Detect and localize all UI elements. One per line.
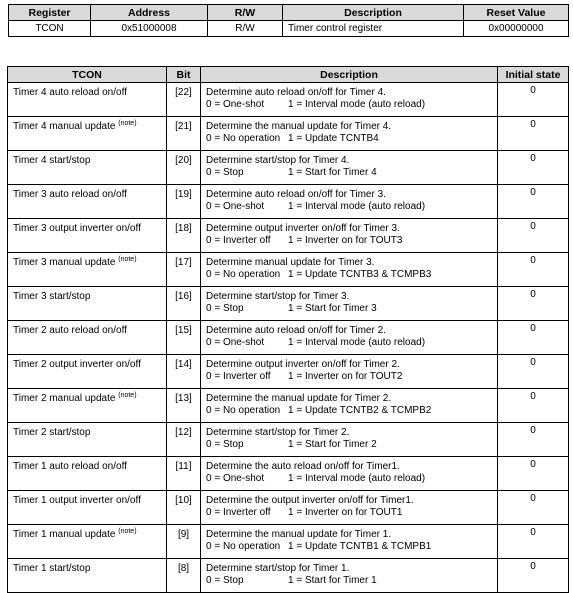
- description-text: Determine start/stop for Timer 2.: [206, 427, 350, 438]
- initial-state: 0: [498, 457, 569, 491]
- table-row: [8, 117, 569, 151]
- field-name-text: Timer 1 auto reload on/off: [13, 461, 127, 472]
- register-header-row: [9, 5, 569, 21]
- option-one: 1 = Interval mode (auto reload): [288, 337, 426, 348]
- description-text: Determine manual update for Timer 3.: [206, 257, 375, 268]
- table-row: [8, 83, 569, 117]
- option-line: [206, 507, 492, 519]
- header-bit: Bit: [167, 67, 201, 83]
- option-one: 1 = Update TCNTB1 & TCMPB1: [288, 541, 432, 552]
- option-one: 1 = Interval mode (auto reload): [288, 473, 426, 484]
- bit-description: [201, 559, 498, 593]
- option-zero: 0 = One-shot: [206, 201, 265, 212]
- option-line: [206, 473, 492, 485]
- header-register: Register: [9, 5, 91, 21]
- field-name-text: Timer 3 manual update: [13, 257, 116, 268]
- bit-range: [15]: [167, 321, 201, 355]
- option-zero: 0 = Stop: [206, 439, 244, 450]
- field-name-text: Timer 1 start/stop: [13, 563, 91, 574]
- initial-state: 0: [498, 355, 569, 389]
- field-name: [8, 117, 167, 151]
- field-name-text: Timer 2 output inverter on/off: [13, 359, 141, 370]
- option-zero: 0 = Stop: [206, 575, 244, 586]
- option-zero: 0 = Stop: [206, 303, 244, 314]
- field-name: [8, 457, 167, 491]
- bit-description: [201, 185, 498, 219]
- bit-description: [201, 457, 498, 491]
- option-zero: 0 = No operation: [206, 541, 281, 552]
- tcon-bit-table: [7, 66, 569, 593]
- header-rw: R/W: [208, 5, 283, 21]
- option-zero: 0 = Inverter off: [206, 235, 271, 246]
- option-one: 1 = Inverter on for TOUT3: [288, 235, 403, 246]
- option-line: [206, 99, 492, 111]
- bit-range: [18]: [167, 219, 201, 253]
- initial-state: 0: [498, 525, 569, 559]
- option-line: [206, 439, 492, 451]
- bit-description: [201, 355, 498, 389]
- option-one: 1 = Start for Timer 4: [288, 167, 377, 178]
- bit-range: [12]: [167, 423, 201, 457]
- field-name: [8, 185, 167, 219]
- bit-description: [201, 321, 498, 355]
- option-zero: 0 = Stop: [206, 167, 244, 178]
- initial-state: 0: [498, 219, 569, 253]
- table-row: [8, 525, 569, 559]
- register-name: TCON: [9, 21, 91, 37]
- bit-description: [201, 253, 498, 287]
- description-text: Determine the auto reload on/off for Timer1.: [206, 461, 400, 472]
- register-summary-table: [8, 4, 569, 37]
- option-line: [206, 235, 492, 247]
- register-address: 0x51000008: [91, 21, 208, 37]
- field-name: [8, 253, 167, 287]
- bit-range: [14]: [167, 355, 201, 389]
- field-name: [8, 151, 167, 185]
- option-zero: 0 = Inverter off: [206, 371, 271, 382]
- field-name-text: Timer 4 manual update: [13, 121, 116, 132]
- bit-range: [22]: [167, 83, 201, 117]
- field-name-text: Timer 3 output inverter on/off: [13, 223, 141, 234]
- field-name-text: Timer 2 start/stop: [13, 427, 91, 438]
- option-zero: 0 = Inverter off: [206, 507, 271, 518]
- option-line: [206, 303, 492, 315]
- description-text: Determine the manual update for Timer 4.: [206, 121, 392, 132]
- description-text: Determine auto reload on/off for Timer 3.: [206, 189, 386, 200]
- field-name-text: Timer 4 start/stop: [13, 155, 91, 166]
- option-line: [206, 575, 492, 587]
- note-marker: (note): [118, 528, 137, 535]
- field-name-text: Timer 1 output inverter on/off: [13, 495, 141, 506]
- register-description: Timer control register: [283, 21, 464, 37]
- header-bit-description: Description: [201, 67, 498, 83]
- bit-description: [201, 491, 498, 525]
- bit-range: [9]: [167, 525, 201, 559]
- bit-range: [16]: [167, 287, 201, 321]
- header-description: Description: [283, 5, 464, 21]
- field-name-text: Timer 1 manual update: [13, 529, 116, 540]
- header-address: Address: [91, 5, 208, 21]
- option-line: [206, 167, 492, 179]
- option-line: [206, 371, 492, 383]
- field-name: [8, 491, 167, 525]
- option-line: [206, 133, 492, 145]
- option-one: 1 = Inverter on for TOUT1: [288, 507, 403, 518]
- initial-state: 0: [498, 287, 569, 321]
- description-text: Determine start/stop for Timer 3.: [206, 291, 350, 302]
- option-line: [206, 405, 492, 417]
- initial-state: 0: [498, 321, 569, 355]
- header-initial-state: Initial state: [498, 67, 569, 83]
- description-text: Determine auto reload on/off for Timer 2.: [206, 325, 386, 336]
- initial-state: 0: [498, 117, 569, 151]
- initial-state: 0: [498, 423, 569, 457]
- initial-state: 0: [498, 559, 569, 593]
- option-zero: 0 = No operation: [206, 269, 281, 280]
- initial-state: 0: [498, 389, 569, 423]
- field-name: [8, 321, 167, 355]
- bit-range: [21]: [167, 117, 201, 151]
- table-row: [8, 389, 569, 423]
- table-row: [8, 321, 569, 355]
- initial-state: 0: [498, 253, 569, 287]
- description-text: Determine the manual update for Timer 2.: [206, 393, 392, 404]
- field-name-text: Timer 3 start/stop: [13, 291, 91, 302]
- field-name: [8, 83, 167, 117]
- table-row: [8, 423, 569, 457]
- bit-description: [201, 151, 498, 185]
- field-name-text: Timer 2 auto reload on/off: [13, 325, 127, 336]
- option-zero: 0 = One-shot: [206, 473, 265, 484]
- initial-state: 0: [498, 83, 569, 117]
- option-one: 1 = Inverter on for TOUT2: [288, 371, 403, 382]
- option-zero: 0 = One-shot: [206, 337, 265, 348]
- field-name: [8, 355, 167, 389]
- table-row: [8, 491, 569, 525]
- table-row: [8, 457, 569, 491]
- bit-description: [201, 525, 498, 559]
- table-row: [8, 355, 569, 389]
- table-row: [8, 219, 569, 253]
- table-row: [8, 151, 569, 185]
- field-name-text: Timer 2 manual update: [13, 393, 116, 404]
- description-text: Determine start/stop for Timer 4.: [206, 155, 350, 166]
- initial-state: 0: [498, 151, 569, 185]
- bit-description: [201, 287, 498, 321]
- field-name: [8, 559, 167, 593]
- bit-range: [10]: [167, 491, 201, 525]
- bit-range: [20]: [167, 151, 201, 185]
- option-one: 1 = Start for Timer 3: [288, 303, 377, 314]
- description-text: Determine auto reload on/off for Timer 4.: [206, 87, 386, 98]
- field-name-text: Timer 4 auto reload on/off: [13, 87, 127, 98]
- option-zero: 0 = One-shot: [206, 99, 265, 110]
- description-text: Determine the manual update for Timer 1.: [206, 529, 392, 540]
- option-line: [206, 269, 492, 281]
- note-marker: (note): [118, 392, 137, 399]
- register-reset-value: 0x00000000: [464, 21, 569, 37]
- field-name-text: Timer 3 auto reload on/off: [13, 189, 127, 200]
- option-line: [206, 337, 492, 349]
- bit-range: [19]: [167, 185, 201, 219]
- option-zero: 0 = No operation: [206, 405, 281, 416]
- field-name: [8, 389, 167, 423]
- option-one: 1 = Update TCNTB4: [288, 133, 379, 144]
- header-tcon: TCON: [8, 67, 167, 83]
- field-name: [8, 219, 167, 253]
- table-row: [8, 287, 569, 321]
- option-line: [206, 541, 492, 553]
- field-name: [8, 525, 167, 559]
- bit-range: [17]: [167, 253, 201, 287]
- note-marker: (note): [118, 120, 137, 127]
- table-row: [8, 185, 569, 219]
- table-row: [8, 253, 569, 287]
- bit-range: [8]: [167, 559, 201, 593]
- description-text: Determine start/stop for Timer 1.: [206, 563, 350, 574]
- register-row: [9, 21, 569, 37]
- option-one: 1 = Interval mode (auto reload): [288, 99, 426, 110]
- note-marker: (note): [118, 256, 137, 263]
- bit-range: [11]: [167, 457, 201, 491]
- bit-description: [201, 389, 498, 423]
- initial-state: 0: [498, 185, 569, 219]
- option-one: 1 = Start for Timer 1: [288, 575, 377, 586]
- tcon-header-row: [8, 67, 569, 83]
- option-one: 1 = Interval mode (auto reload): [288, 201, 426, 212]
- option-one: 1 = Update TCNTB3 & TCMPB3: [288, 269, 432, 280]
- option-line: [206, 201, 492, 213]
- description-text: Determine output inverter on/off for Timer 3.: [206, 223, 400, 234]
- bit-description: [201, 423, 498, 457]
- option-one: 1 = Update TCNTB2 & TCMPB2: [288, 405, 432, 416]
- description-text: Determine output inverter on/off for Timer 2.: [206, 359, 400, 370]
- bit-range: [13]: [167, 389, 201, 423]
- field-name: [8, 423, 167, 457]
- bit-description: [201, 117, 498, 151]
- option-one: 1 = Start for Timer 2: [288, 439, 377, 450]
- register-rw: R/W: [208, 21, 283, 37]
- option-zero: 0 = No operation: [206, 133, 281, 144]
- bit-description: [201, 83, 498, 117]
- field-name: [8, 287, 167, 321]
- initial-state: 0: [498, 491, 569, 525]
- description-text: Determine the output inverter on/off for Timer1.: [206, 495, 414, 506]
- table-row: [8, 559, 569, 593]
- header-reset-value: Reset Value: [464, 5, 569, 21]
- bit-description: [201, 219, 498, 253]
